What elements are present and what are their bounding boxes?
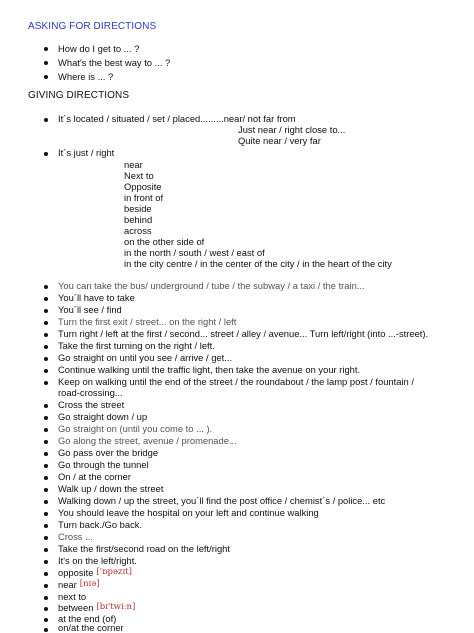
bullet-icon [44,536,48,540]
bullet-icon [44,524,48,528]
bullet-icon [44,607,48,611]
preposition: across [124,225,152,236]
bullet-icon [44,321,48,325]
bullet-icon [44,118,48,122]
bullet-icon [44,309,48,313]
ipa-transcription: [bɪ'twiːn] [96,602,136,612]
bullet-icon [44,297,48,301]
bullet-icon [44,464,48,468]
bullet-icon [44,333,48,337]
asking-heading: ASKING FOR DIRECTIONS [28,21,157,32]
bullet-icon [44,488,48,492]
bullet-icon [44,440,48,444]
bullet-icon [44,285,48,289]
bullet-icon [44,416,48,420]
bullet-icon [44,560,48,564]
just-right-line: It´s just / right [58,147,115,158]
located-line: It´s located / situated / set / placed.........near/ not far from [58,113,296,124]
bullet-icon [44,345,48,349]
bullet-icon [44,500,48,504]
bullet-icon [44,381,48,385]
bullet-icon [44,452,48,456]
bullet-icon [44,572,48,576]
bullet-icon [44,596,48,600]
located-cont: Just near / right close to... [238,124,346,135]
bullet-icon [44,152,48,156]
preposition: in the north / south / west / east of [124,247,265,258]
bullet-icon [44,512,48,516]
preposition: on the other side of [124,236,205,247]
preposition: Next to [124,170,154,181]
preposition: near [124,159,143,170]
ipa-transcription: [nɪə] [79,579,100,589]
bullet-icon [44,61,48,65]
bullet-icon [44,476,48,480]
preposition: beside [124,203,152,214]
bullet-icon [44,548,48,552]
bullet-icon [44,584,48,588]
bullet-icon [44,628,48,632]
bullet-icon [44,428,48,432]
bullet-icon [44,357,48,361]
bullet-icon [44,369,48,373]
giving-heading: GIVING DIRECTIONS [28,90,130,101]
preposition: in the city centre / in the center of the city / in the heart of the city [124,258,392,269]
ipa-transcription: ['ɒpəzɪt] [96,567,132,577]
preposition: behind [124,214,153,225]
preposition: in front of [124,192,164,203]
bullet-icon [44,75,48,79]
preposition: Opposite [124,181,162,192]
located-cont: Quite near / very far [238,135,321,146]
document-page: ASKING FOR DIRECTIONS How do I get to ... ? What's the best way to ... ? Where is ... ? GIVING DIRECTIONS It´s located / situated / set / placed.........near/ not far from Just near / right close to... Quite near / very far It´s just / right near Next to Opposite in front of beside behind across on the other side of in the north / south / west / east of in the city centre / in the center of the city / in the heart of the city You can take the bus/ underground / tube / the subway / a taxi / the train... You´ll have to take You´ll see / find Turn the first exit / street... on the right / left Turn right / left at the first / second... street / alley / avenue... Turn left/right (into ...-street). Take the first turning on the right / left. Go straight on until you see / arrive / get... Continue walking until the traffic light, then take the avenue on your right. Keep on walking until the end of the street / the roundabout / the lamp post / fountain / road-crossing... Cross the street Go straight down / up Go straight on (until you come to ... ). Go along the street, avenue / promenade... Go pass over the bridge Go through the tunnel On / at the corner Walk up / down the street Walking down / up the street, you´ll find the post office / chemist´s / police... etc You should leave the hospital on your left and continue walking Turn back./Go back. Cross ... Take the first/second road on the left/right It's on the left/right. opposite ['ɒpəzɪt] near [nɪə] next to between [bɪ'twiːn] at the end (of) on/at the corner [28,21,429,633]
bullet-icon [44,404,48,408]
bullet-icon [44,47,48,51]
bullet-icon [44,618,48,622]
